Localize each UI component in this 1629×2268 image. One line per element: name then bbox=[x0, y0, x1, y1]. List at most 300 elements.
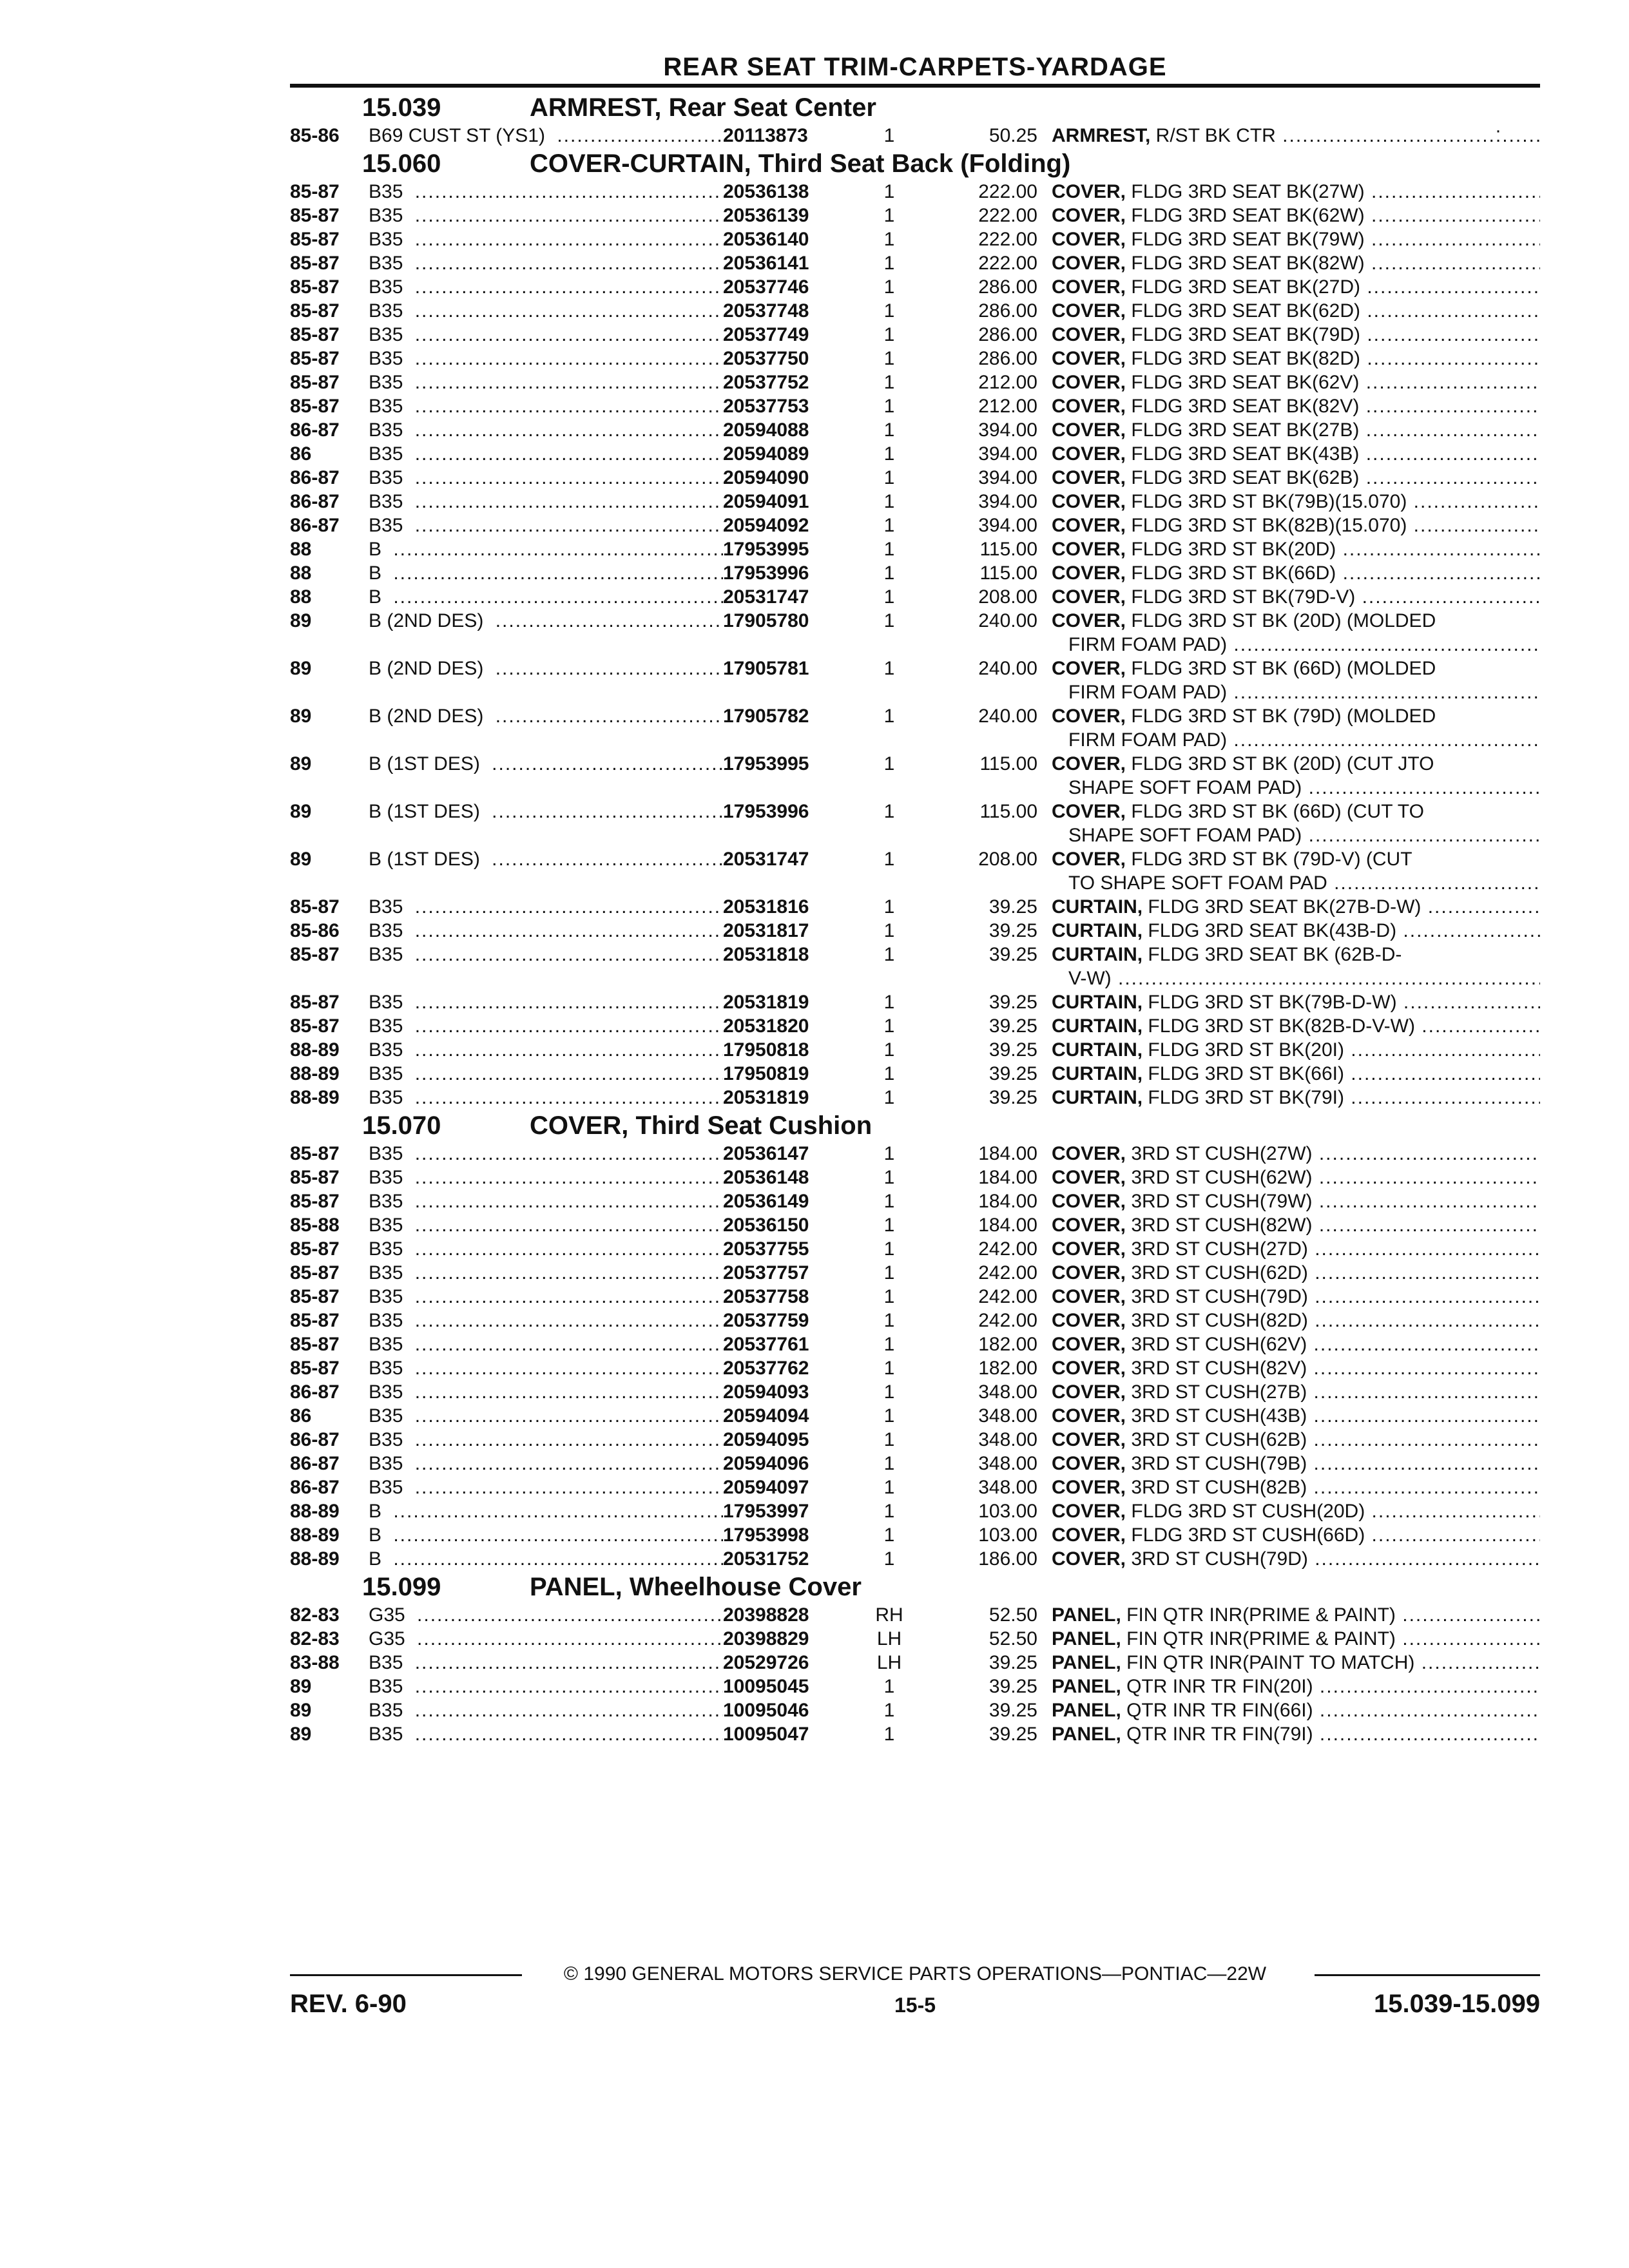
description-keyword: COVER, bbox=[1052, 610, 1126, 631]
part-description bbox=[1052, 1627, 1540, 1651]
quantity: 1 bbox=[883, 706, 895, 727]
description-keyword: COVER, bbox=[1052, 1310, 1126, 1331]
description-line bbox=[1052, 537, 1540, 561]
description-line bbox=[1052, 657, 1540, 680]
table-row bbox=[290, 800, 1540, 847]
model-years: 86-87 bbox=[290, 1429, 340, 1450]
part-number: 20531820 bbox=[723, 1014, 858, 1038]
price: 208.00 bbox=[978, 849, 1037, 870]
part-number: 10095045 bbox=[723, 1675, 858, 1698]
price: 103.00 bbox=[978, 1524, 1037, 1546]
part-description bbox=[1052, 585, 1540, 609]
price: 240.00 bbox=[978, 658, 1037, 679]
model-years: 88-89 bbox=[290, 1087, 340, 1108]
quantity: 1 bbox=[883, 372, 895, 393]
table-row bbox=[290, 1698, 1540, 1722]
description-keyword: COVER, bbox=[1052, 1524, 1126, 1546]
page-number: 15-5 bbox=[894, 1994, 936, 2017]
model-code-text: B (2ND DES) bbox=[369, 706, 488, 727]
description-text: FLDG 3RD ST BK (20D) (CUT JTO bbox=[1126, 753, 1434, 774]
description-keyword: PANEL, bbox=[1052, 1676, 1121, 1697]
model-years: 88 bbox=[290, 539, 312, 560]
model-code bbox=[369, 1475, 729, 1499]
model-code bbox=[369, 442, 729, 466]
description-text: FLDG 3RD ST BK (79D-V) (CUT bbox=[1126, 849, 1412, 870]
part-description bbox=[1052, 1428, 1540, 1452]
part-description bbox=[1052, 370, 1540, 394]
part-description bbox=[1052, 347, 1540, 370]
price: 394.00 bbox=[978, 443, 1037, 465]
model-code bbox=[369, 1166, 729, 1189]
model-code-text: B35 bbox=[369, 1453, 408, 1474]
quantity: 1 bbox=[883, 849, 895, 870]
description-line bbox=[1052, 1189, 1540, 1213]
description-line bbox=[1052, 442, 1540, 466]
model-code bbox=[369, 1404, 729, 1428]
description-text: FLDG 3RD ST BK(82B)(15.070) bbox=[1126, 515, 1407, 536]
model-code bbox=[369, 990, 729, 1014]
price: 39.25 bbox=[988, 920, 1037, 941]
quantity: 1 bbox=[883, 181, 895, 202]
description-text: FIN QTR INR(PRIME & PAINT) bbox=[1121, 1604, 1396, 1626]
model-years: 82-83 bbox=[290, 1604, 340, 1626]
part-number: 20594089 bbox=[723, 442, 858, 466]
price: 242.00 bbox=[978, 1286, 1037, 1307]
part-description bbox=[1052, 1547, 1540, 1571]
model-code bbox=[369, 370, 729, 394]
part-number: 17950819 bbox=[723, 1062, 858, 1086]
model-years: 85-87 bbox=[290, 205, 340, 226]
price: 52.50 bbox=[988, 1628, 1037, 1649]
model-code bbox=[369, 1062, 729, 1086]
price: 348.00 bbox=[978, 1405, 1037, 1427]
part-description bbox=[1052, 418, 1540, 442]
description-keyword: CURTAIN, bbox=[1052, 1087, 1143, 1108]
description-line bbox=[1052, 1166, 1540, 1189]
description-line bbox=[1052, 347, 1540, 370]
description-line bbox=[1052, 1499, 1540, 1523]
quantity: 1 bbox=[883, 515, 895, 536]
part-number: 20536139 bbox=[723, 204, 858, 227]
description-text: FLDG 3RD ST BK (66D) (CUT TO bbox=[1126, 801, 1424, 822]
part-description bbox=[1052, 1404, 1540, 1428]
model-code bbox=[369, 466, 729, 490]
table-row bbox=[290, 1086, 1540, 1110]
model-code-text: B35 bbox=[369, 1215, 408, 1236]
quantity: 1 bbox=[883, 1548, 895, 1570]
part-description bbox=[1052, 1038, 1540, 1062]
price: 184.00 bbox=[978, 1143, 1037, 1164]
table-row bbox=[290, 1404, 1540, 1428]
section-number: 15.070 bbox=[362, 1111, 441, 1140]
description-keyword: COVER, bbox=[1052, 1501, 1126, 1522]
model-years: 88-89 bbox=[290, 1039, 340, 1061]
model-code-text: B bbox=[369, 586, 387, 608]
table-row bbox=[290, 1627, 1540, 1651]
part-description bbox=[1052, 1189, 1540, 1213]
description-line bbox=[1052, 1722, 1540, 1746]
part-description bbox=[1052, 1062, 1540, 1086]
price: 348.00 bbox=[978, 1429, 1037, 1450]
quantity: 1 bbox=[883, 1381, 895, 1403]
description-text: FLDG 3RD SEAT BK(43B) bbox=[1126, 443, 1360, 465]
description-line bbox=[1052, 1675, 1540, 1698]
quantity: 1 bbox=[883, 1358, 895, 1379]
part-description bbox=[1052, 1698, 1540, 1722]
model-code-text: B35 bbox=[369, 419, 408, 441]
description-text: FLDG 3RD SEAT BK(62B) bbox=[1126, 467, 1360, 488]
model-years: 88-89 bbox=[290, 1548, 340, 1570]
description-text: FLDG 3RD SEAT BK(82V) bbox=[1126, 396, 1360, 417]
description-keyword: PANEL, bbox=[1052, 1604, 1121, 1626]
table-row bbox=[290, 1285, 1540, 1309]
description-keyword: COVER, bbox=[1052, 205, 1126, 226]
description-line bbox=[1052, 466, 1540, 490]
quantity: 1 bbox=[883, 586, 895, 608]
description-text: SHAPE SOFT FOAM PAD) bbox=[1068, 777, 1302, 798]
model-code-text: B35 bbox=[369, 300, 408, 322]
model-code bbox=[369, 847, 729, 871]
part-number: 20531747 bbox=[723, 847, 858, 871]
section-range: 15.039-15.099 bbox=[1373, 1990, 1540, 2018]
description-keyword: COVER, bbox=[1052, 849, 1126, 870]
description-line bbox=[1052, 1475, 1540, 1499]
price: 39.25 bbox=[988, 992, 1037, 1013]
part-number: 20537746 bbox=[723, 275, 858, 299]
description-text: FLDG 3RD SEAT BK(27W) bbox=[1126, 181, 1365, 202]
price: 394.00 bbox=[978, 419, 1037, 441]
description-line bbox=[1052, 800, 1540, 823]
quantity: 1 bbox=[883, 1015, 895, 1037]
model-code-text: B35 bbox=[369, 1039, 408, 1061]
model-years: 86 bbox=[290, 1405, 312, 1427]
part-description bbox=[1052, 800, 1540, 847]
price: 184.00 bbox=[978, 1215, 1037, 1236]
part-description bbox=[1052, 1014, 1540, 1038]
model-code bbox=[369, 537, 729, 561]
model-years: 85-87 bbox=[290, 1143, 340, 1164]
part-number: 17905781 bbox=[723, 657, 858, 680]
description-line bbox=[1052, 1523, 1540, 1547]
table-row bbox=[290, 275, 1540, 299]
model-code bbox=[369, 1722, 729, 1746]
price: 39.25 bbox=[988, 1015, 1037, 1037]
part-number: 17953995 bbox=[723, 752, 858, 776]
model-years: 86-87 bbox=[290, 1453, 340, 1474]
part-description bbox=[1052, 275, 1540, 299]
quantity: 1 bbox=[883, 348, 895, 369]
part-number: 20594092 bbox=[723, 514, 858, 537]
description-keyword: COVER, bbox=[1052, 1381, 1126, 1403]
description-text: 3RD ST CUSH(43B) bbox=[1126, 1405, 1307, 1427]
part-number: 10095046 bbox=[723, 1698, 858, 1722]
description-line bbox=[1052, 1062, 1540, 1086]
description-keyword: CURTAIN, bbox=[1052, 1063, 1143, 1084]
description-keyword: COVER, bbox=[1052, 753, 1126, 774]
table-row bbox=[290, 847, 1540, 895]
description-line bbox=[1052, 633, 1540, 657]
price: 240.00 bbox=[978, 610, 1037, 631]
model-code bbox=[369, 895, 729, 919]
part-number: 20398829 bbox=[723, 1627, 858, 1651]
model-code-text: B35 bbox=[369, 1310, 408, 1331]
part-number: 20536149 bbox=[723, 1189, 858, 1213]
description-keyword: COVER, bbox=[1052, 300, 1126, 322]
model-code bbox=[369, 514, 729, 537]
table-row bbox=[290, 1675, 1540, 1698]
sections-container bbox=[290, 91, 1540, 1746]
description-text: FIRM FOAM PAD) bbox=[1068, 682, 1228, 703]
model-years: 85-87 bbox=[290, 1358, 340, 1379]
model-code-text: B (2ND DES) bbox=[369, 658, 488, 679]
model-years: 89 bbox=[290, 610, 312, 631]
part-number: 20536141 bbox=[723, 251, 858, 275]
description-line bbox=[1052, 919, 1540, 943]
model-code-text: B35 bbox=[369, 1700, 408, 1721]
model-code bbox=[369, 1627, 729, 1651]
description-keyword: COVER, bbox=[1052, 1358, 1126, 1379]
description-keyword: CURTAIN, bbox=[1052, 1015, 1143, 1037]
part-number: 17953996 bbox=[723, 561, 858, 585]
part-number: 20536147 bbox=[723, 1142, 858, 1166]
description-keyword: COVER, bbox=[1052, 1191, 1126, 1212]
model-code-text: B35 bbox=[369, 1381, 408, 1403]
model-code bbox=[369, 1499, 729, 1523]
part-number: 20594097 bbox=[723, 1475, 858, 1499]
quantity: 1 bbox=[883, 1700, 895, 1721]
section-header bbox=[290, 91, 1540, 124]
model-code bbox=[369, 1038, 729, 1062]
description-line bbox=[1052, 1014, 1540, 1038]
description-line bbox=[1052, 124, 1540, 148]
table-row bbox=[290, 180, 1540, 204]
table-row bbox=[290, 585, 1540, 609]
part-description bbox=[1052, 299, 1540, 323]
model-code-text: B35 bbox=[369, 896, 408, 918]
quantity: 1 bbox=[883, 1501, 895, 1522]
part-number: 20594095 bbox=[723, 1428, 858, 1452]
description-keyword: PANEL, bbox=[1052, 1700, 1121, 1721]
model-code bbox=[369, 227, 729, 251]
quantity: 1 bbox=[883, 1167, 895, 1188]
model-code bbox=[369, 943, 729, 966]
quantity: RH bbox=[875, 1604, 903, 1626]
description-line bbox=[1052, 895, 1540, 919]
description-line bbox=[1052, 728, 1540, 752]
model-code bbox=[369, 490, 729, 514]
model-code bbox=[369, 1675, 729, 1698]
description-line bbox=[1052, 1356, 1540, 1380]
model-code-text: B35 bbox=[369, 1405, 408, 1427]
part-number: 20536138 bbox=[723, 180, 858, 204]
part-number: 20537752 bbox=[723, 370, 858, 394]
price: 348.00 bbox=[978, 1453, 1037, 1474]
model-code bbox=[369, 1428, 729, 1452]
description-text: TO SHAPE SOFT FOAM PAD bbox=[1068, 872, 1327, 894]
price: 394.00 bbox=[978, 515, 1037, 536]
description-line bbox=[1052, 609, 1540, 633]
model-code-text: B69 CUST ST (YS1) bbox=[369, 125, 550, 146]
model-years: 85-87 bbox=[290, 992, 340, 1013]
description-keyword: COVER, bbox=[1052, 539, 1126, 560]
part-description bbox=[1052, 990, 1540, 1014]
table-row bbox=[290, 251, 1540, 275]
description-keyword: CURTAIN, bbox=[1052, 896, 1143, 918]
part-description bbox=[1052, 490, 1540, 514]
model-code bbox=[369, 1698, 729, 1722]
model-code bbox=[369, 299, 729, 323]
table-row bbox=[290, 609, 1540, 657]
quantity: 1 bbox=[883, 1310, 895, 1331]
description-line bbox=[1052, 776, 1540, 800]
table-row bbox=[290, 1237, 1540, 1261]
description-keyword: COVER, bbox=[1052, 1453, 1126, 1474]
part-number: 20531816 bbox=[723, 895, 858, 919]
model-years: 88 bbox=[290, 586, 312, 608]
part-number: 17950818 bbox=[723, 1038, 858, 1062]
description-line bbox=[1052, 1038, 1540, 1062]
title-rule bbox=[290, 84, 1540, 88]
quantity: 1 bbox=[883, 1039, 895, 1061]
description-line bbox=[1052, 1627, 1540, 1651]
description-text: FLDG 3RD ST CUSH(20D) bbox=[1126, 1501, 1365, 1522]
quantity: LH bbox=[876, 1628, 902, 1649]
model-code bbox=[369, 1603, 729, 1627]
description-text: 3RD ST CUSH(79W) bbox=[1126, 1191, 1313, 1212]
quantity: 1 bbox=[883, 1063, 895, 1084]
table-row bbox=[290, 490, 1540, 514]
model-code bbox=[369, 418, 729, 442]
model-years: 89 bbox=[290, 753, 312, 774]
model-code-text: B35 bbox=[369, 1063, 408, 1084]
description-text: FLDG 3RD SEAT BK(62W) bbox=[1126, 205, 1365, 226]
description-keyword: COVER, bbox=[1052, 801, 1126, 822]
model-code-text: B35 bbox=[369, 515, 408, 536]
description-keyword: PANEL, bbox=[1052, 1628, 1121, 1649]
model-code-text: B35 bbox=[369, 253, 408, 274]
description-keyword: CURTAIN, bbox=[1052, 944, 1143, 965]
part-description bbox=[1052, 180, 1540, 204]
description-keyword: COVER, bbox=[1052, 372, 1126, 393]
part-number: 17905782 bbox=[723, 704, 858, 728]
model-years: 85-87 bbox=[290, 300, 340, 322]
description-text: 3RD ST CUSH(79B) bbox=[1126, 1453, 1307, 1474]
model-years: 85-87 bbox=[290, 1238, 340, 1260]
description-text: FIRM FOAM PAD) bbox=[1068, 634, 1228, 655]
model-code-text: B35 bbox=[369, 920, 408, 941]
table-row bbox=[290, 1142, 1540, 1166]
price: 222.00 bbox=[978, 181, 1037, 202]
model-code-text: B35 bbox=[369, 1015, 408, 1037]
section-title: COVER-CURTAIN, Third Seat Back (Folding) bbox=[530, 149, 1071, 178]
price: 222.00 bbox=[978, 205, 1037, 226]
part-description bbox=[1052, 847, 1540, 895]
quantity: 1 bbox=[883, 1405, 895, 1427]
price: 242.00 bbox=[978, 1262, 1037, 1283]
model-code-text: B35 bbox=[369, 1143, 408, 1164]
description-line bbox=[1052, 1651, 1540, 1675]
table-row bbox=[290, 1651, 1540, 1675]
quantity: 1 bbox=[883, 944, 895, 965]
price: 39.25 bbox=[988, 1087, 1037, 1108]
revision-label: REV. 6-90 bbox=[290, 1990, 407, 2018]
description-keyword: COVER, bbox=[1052, 1286, 1126, 1307]
description-line bbox=[1052, 1603, 1540, 1627]
model-code-text: B35 bbox=[369, 1358, 408, 1379]
model-code bbox=[369, 323, 729, 347]
quantity: 1 bbox=[883, 753, 895, 774]
part-description bbox=[1052, 537, 1540, 561]
model-years: 89 bbox=[290, 1700, 312, 1721]
model-years: 86-87 bbox=[290, 491, 340, 512]
model-code-text: B bbox=[369, 1524, 387, 1546]
model-code bbox=[369, 251, 729, 275]
quantity: 1 bbox=[883, 992, 895, 1013]
part-description bbox=[1052, 1261, 1540, 1285]
part-number: 20537750 bbox=[723, 347, 858, 370]
price: 39.25 bbox=[988, 1724, 1037, 1745]
price: 286.00 bbox=[978, 324, 1037, 345]
description-line bbox=[1052, 1452, 1540, 1475]
price: 39.25 bbox=[988, 1676, 1037, 1697]
price: 182.00 bbox=[978, 1358, 1037, 1379]
description-keyword: COVER, bbox=[1052, 229, 1126, 250]
price: 115.00 bbox=[979, 753, 1037, 774]
quantity: 1 bbox=[883, 1215, 895, 1236]
price: 212.00 bbox=[978, 372, 1037, 393]
description-line bbox=[1052, 1142, 1540, 1166]
model-years: 89 bbox=[290, 658, 312, 679]
description-line bbox=[1052, 847, 1540, 871]
description-line bbox=[1052, 752, 1540, 776]
quantity: 1 bbox=[883, 205, 895, 226]
table-row bbox=[290, 347, 1540, 370]
part-description bbox=[1052, 466, 1540, 490]
quantity: 1 bbox=[883, 1143, 895, 1164]
table-row bbox=[290, 1213, 1540, 1237]
part-description bbox=[1052, 1309, 1540, 1332]
part-description bbox=[1052, 919, 1540, 943]
stray-mark: · bbox=[1495, 120, 1501, 141]
copyright-notice: © 1990 GENERAL MOTORS SERVICE PARTS OPERATIONS—PONTIAC—22W bbox=[563, 1963, 1267, 1984]
description-keyword: PANEL, bbox=[1052, 1652, 1121, 1673]
model-code-text: B35 bbox=[369, 372, 408, 393]
model-code bbox=[369, 1651, 729, 1675]
description-text: FLDG 3RD SEAT BK(82W) bbox=[1126, 253, 1365, 274]
description-keyword: COVER, bbox=[1052, 419, 1126, 441]
part-number: 20531819 bbox=[723, 990, 858, 1014]
description-line bbox=[1052, 585, 1540, 609]
description-text: QTR INR TR FIN(66I) bbox=[1121, 1700, 1313, 1721]
model-years: 86-87 bbox=[290, 1381, 340, 1403]
model-code-text: B (1ST DES) bbox=[369, 801, 485, 822]
table-row bbox=[290, 1523, 1540, 1547]
part-number: 20536150 bbox=[723, 1213, 858, 1237]
section-title: PANEL, Wheelhouse Cover bbox=[530, 1573, 862, 1601]
price: 348.00 bbox=[978, 1477, 1037, 1498]
price: 184.00 bbox=[978, 1191, 1037, 1212]
model-code bbox=[369, 657, 729, 680]
model-years: 85-87 bbox=[290, 896, 340, 918]
part-description bbox=[1052, 1356, 1540, 1380]
description-line bbox=[1052, 394, 1540, 418]
part-number: 17905780 bbox=[723, 609, 858, 633]
quantity: 1 bbox=[883, 1238, 895, 1260]
model-years: 85-87 bbox=[290, 1310, 340, 1331]
description-text: 3RD ST CUSH(82D) bbox=[1126, 1310, 1308, 1331]
model-code bbox=[369, 609, 729, 633]
part-number: 17953995 bbox=[723, 537, 858, 561]
